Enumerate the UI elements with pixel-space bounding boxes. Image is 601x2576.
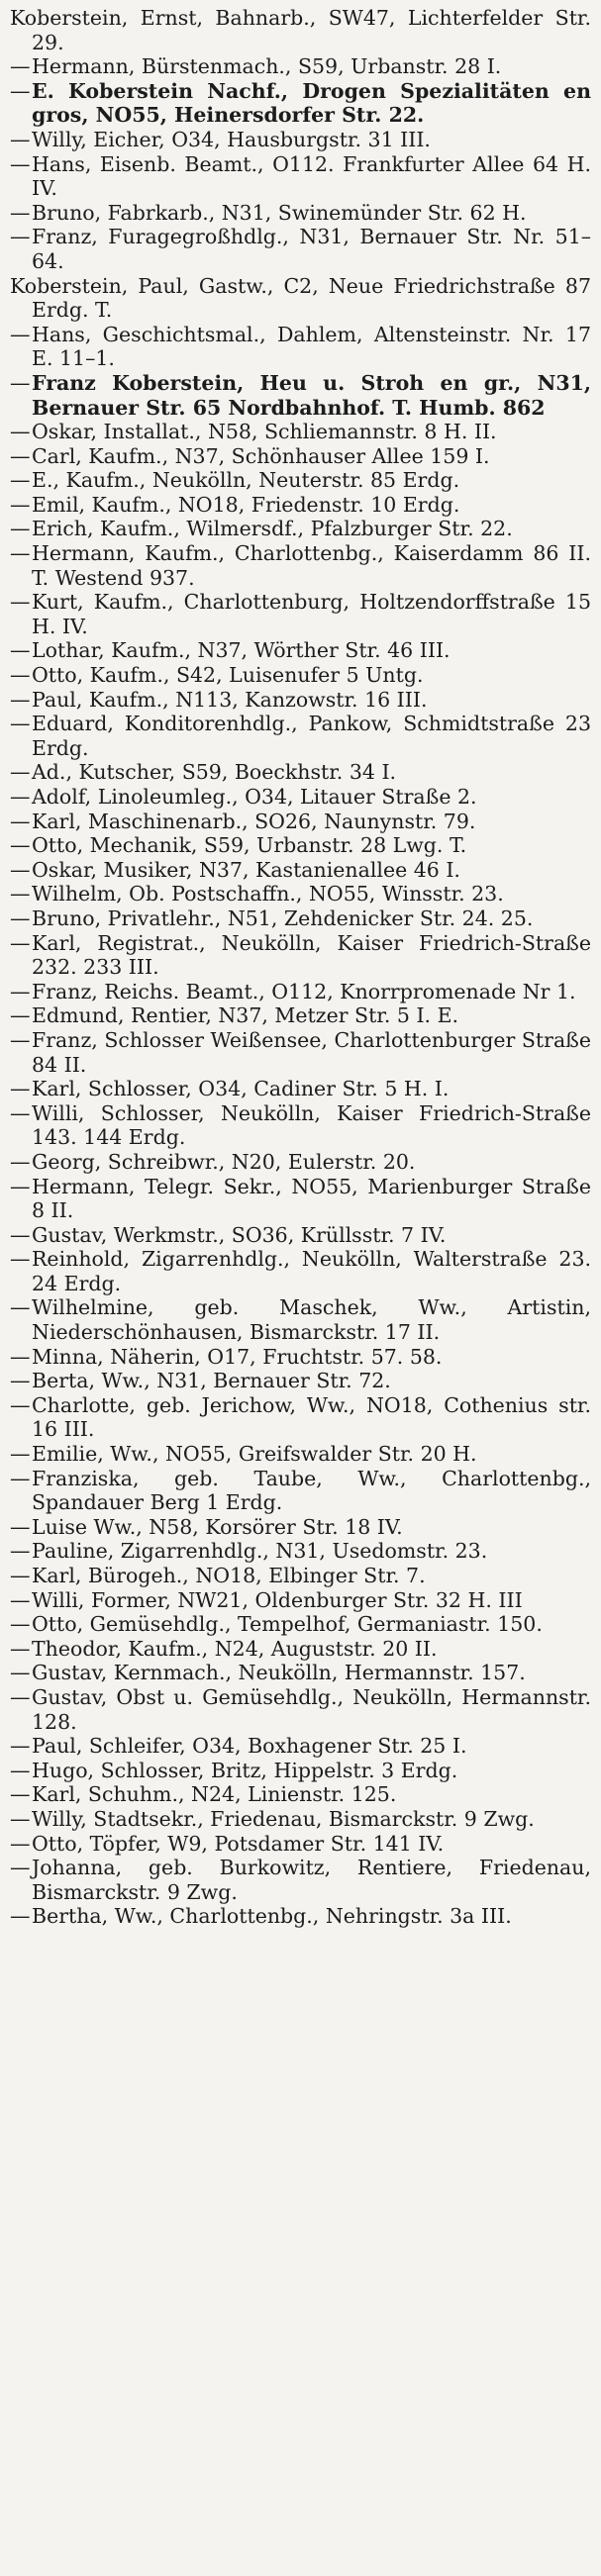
directory-entry <box>10 152 591 201</box>
entry-dash: — <box>10 420 31 444</box>
entry-dash: — <box>10 1612 31 1637</box>
entry-text: Otto, Töpfer, W9, Potsdamer Str. 141 IV. <box>32 1831 445 1856</box>
entry-text: Emilie, Ww., NO55, Greifswalder Str. 20 H. <box>32 1442 477 1467</box>
directory-entry <box>10 79 591 128</box>
entry-text: Koberstein, Paul, Gastw., C2, Neue Friedrichstraße 87 Erdg. T. <box>10 273 591 323</box>
entry-text: Carl, Kaufm., N37, Schönhauser Allee 159 I. <box>32 443 490 468</box>
entry-text: Karl, Schuhm., N24, Linienstr. 125. <box>32 1782 397 1807</box>
entry-dash: — <box>10 906 31 930</box>
directory-entry <box>10 1588 591 1613</box>
entry-text: Wilhelm, Ob. Postschaffn., NO55, Winsstr. 23. <box>32 882 504 906</box>
entry-dash: — <box>10 1734 31 1759</box>
entry-text: Hermann, Bürstenmach., S59, Urbanstr. 28 I. <box>32 54 502 79</box>
directory-entry <box>10 1685 591 1734</box>
entry-dash: — <box>10 833 31 858</box>
entry-text: Bruno, Privatlehr., N51, Zehdenicker Str. 24. 25. <box>32 906 534 930</box>
directory-entry <box>10 810 591 834</box>
directory-entry <box>10 420 591 444</box>
entry-dash: — <box>10 1222 31 1247</box>
entry-dash: — <box>10 1831 31 1856</box>
directory-entry <box>10 785 591 810</box>
directory-entry <box>10 1223 591 1248</box>
directory-entry <box>10 1612 591 1637</box>
directory-entry <box>10 493 591 518</box>
entry-dash: — <box>10 1247 31 1272</box>
entry-text: Gustav, Werkmstr., SO36, Krüllsstr. 7 IV. <box>32 1222 447 1247</box>
entry-dash: — <box>10 151 31 176</box>
directory-entry <box>10 1003 591 1028</box>
entry-text: Bruno, Fabrkarb., N31, Swinemünder Str. 62 H. <box>32 200 527 225</box>
directory-entry <box>10 371 591 420</box>
entry-text: Franz Koberstein, Heu u. Stroh en gr., N31, Bernauer Str. 65 Nordbahnhof. T. Humb. 862 <box>32 370 591 420</box>
directory-entry <box>10 225 591 273</box>
directory-entry <box>10 590 591 638</box>
entry-dash: — <box>10 1369 31 1393</box>
entry-text: Gustav, Obst u. Gemüsehdlg., Neukölln, Hermannstr. 128. <box>32 1684 591 1734</box>
entry-text: Hugo, Schlosser, Britz, Hippelstr. 3 Erdg. <box>32 1758 458 1782</box>
entry-dash: — <box>10 1539 31 1564</box>
entry-text: Bertha, Ww., Charlottenbg., Nehringstr. 3a III. <box>32 1904 512 1929</box>
entry-text: Franziska, geb. Taube, Ww., Charlottenbg., Spandauer Berg 1 Erdg. <box>32 1466 591 1515</box>
entry-text: Oskar, Musiker, N37, Kastanienallee 46 I. <box>32 857 460 882</box>
directory-entry <box>10 1856 591 1904</box>
directory-entry <box>10 882 591 906</box>
directory-entry <box>10 6 591 54</box>
entry-text: Georg, Schreibwr., N20, Eulerstr. 20. <box>32 1149 416 1174</box>
entry-dash: — <box>10 638 31 663</box>
entry-text: Karl, Registrat., Neukölln, Kaiser Friedrich-Straße 232. 233 III. <box>32 930 591 980</box>
entry-text: Adolf, Linoleumleg., O34, Litauer Straße 2. <box>32 785 477 809</box>
directory-entry <box>10 1467 591 1515</box>
entry-dash: — <box>10 443 31 468</box>
entry-text: Berta, Ww., N31, Bernauer Str. 72. <box>32 1369 391 1393</box>
entry-dash: — <box>10 1442 31 1467</box>
entry-dash: — <box>10 1149 31 1174</box>
entry-dash: — <box>10 979 31 1003</box>
entry-dash: — <box>10 1758 31 1782</box>
entry-dash: — <box>10 785 31 809</box>
entry-text: Kurt, Kaufm., Charlottenburg, Holtzendorffstraße 15 H. IV. <box>32 590 591 638</box>
entry-text: Pauline, Zigarrenhdlg., N31, Usedomstr. 23. <box>32 1539 488 1564</box>
entry-dash: — <box>10 1661 31 1685</box>
entry-text: Lothar, Kaufm., N37, Wörther Str. 46 III. <box>32 638 451 663</box>
entry-text: Otto, Kaufm., S42, Luisenufer 5 Untg. <box>32 663 424 688</box>
directory-entry <box>10 1393 591 1442</box>
entry-dash: — <box>10 857 31 882</box>
directory-entry <box>10 760 591 785</box>
entry-dash: — <box>10 1174 31 1198</box>
entry-dash: — <box>10 1392 31 1417</box>
entry-text: Franz, Furagegroßhdlg., N31, Bernauer Str. Nr. 51–64. <box>32 225 591 273</box>
entry-text: Karl, Bürogeh., NO18, Elbinger Str. 7. <box>32 1564 426 1587</box>
entry-text: Hermann, Telegr. Sekr., NO55, Marienburger Straße 8 II. <box>32 1174 591 1223</box>
entry-dash: — <box>10 809 31 833</box>
directory-entry <box>10 1539 591 1564</box>
entry-text: Eduard, Konditorenhdlg., Pankow, Schmidtstraße 23 Erdg. <box>32 712 591 760</box>
directory-entry <box>10 712 591 760</box>
directory-entry <box>10 444 591 469</box>
directory-entry <box>10 1515 591 1540</box>
entry-dash: — <box>10 225 31 249</box>
directory-entry <box>10 1175 591 1223</box>
entry-text: Erich, Kaufm., Wilmersdf., Pfalzburger Str. 22. <box>32 517 513 541</box>
entry-text: Johanna, geb. Burkowitz, Rentiere, Friedenau, Bismarckstr. 9 Zwg. <box>32 1856 591 1904</box>
entry-text: Paul, Schleifer, O34, Boxhagener Str. 25 I. <box>32 1734 467 1759</box>
entry-text: Theodor, Kaufm., N24, Auguststr. 20 II. <box>32 1636 438 1661</box>
directory-entry <box>10 906 591 931</box>
entry-text: Paul, Kaufm., N113, Kanzowstr. 16 III. <box>32 687 428 712</box>
directory-entry <box>10 1247 591 1295</box>
entry-text: Hans, Geschichtsmal., Dahlem, Altensteinstr. Nr. 17 E. 11–1. <box>32 322 591 371</box>
entry-text: Emil, Kaufm., NO18, Friedenstr. 10 Erdg. <box>32 492 460 517</box>
entry-text: Willy, Eicher, O34, Hausburgstr. 31 III. <box>32 127 431 151</box>
directory-entry <box>10 1345 591 1370</box>
entry-text: Minna, Näherin, O17, Fruchtstr. 57. 58. <box>32 1344 443 1369</box>
entry-dash: — <box>10 370 31 395</box>
directory-entry <box>10 688 591 713</box>
entry-text: Koberstein, Ernst, Bahnarb., SW47, Lichterfelder Str. 29. <box>10 6 591 54</box>
directory-entry <box>10 833 591 858</box>
directory-entry <box>10 517 591 541</box>
entry-dash: — <box>10 127 31 151</box>
entry-dash: — <box>10 760 31 785</box>
directory-entry <box>10 1904 591 1929</box>
entry-dash: — <box>10 468 31 493</box>
entry-text: Luise Ww., N58, Korsörer Str. 18 IV. <box>32 1514 403 1539</box>
entry-dash: — <box>10 1295 31 1320</box>
directory-entry <box>10 541 591 590</box>
directory-entry <box>10 1734 591 1759</box>
directory-entry <box>10 980 591 1004</box>
directory-entry <box>10 931 591 980</box>
entry-dash: — <box>10 712 31 736</box>
directory-entry <box>10 1782 591 1807</box>
entry-dash: — <box>10 517 31 541</box>
directory-entry <box>10 1028 591 1077</box>
entry-dash: — <box>10 930 31 955</box>
entry-dash: — <box>10 1466 31 1490</box>
entry-dash: — <box>10 78 31 103</box>
entry-text: Franz, Reichs. Beamt., O112, Knorrpromenade Nr 1. <box>32 979 576 1003</box>
directory-entry <box>10 201 591 226</box>
entry-text: Ad., Kutscher, S59, Boeckhstr. 34 I. <box>32 760 397 785</box>
entry-text: Franz, Schlosser Weißensee, Charlottenburger Straße 84 II. <box>32 1027 591 1077</box>
entry-dash: — <box>10 1782 31 1807</box>
entry-text: Karl, Maschinenarb., SO26, Naunynstr. 79. <box>32 809 476 833</box>
entry-dash: — <box>10 1636 31 1661</box>
entry-dash: — <box>10 1003 31 1028</box>
entry-text: Reinhold, Zigarrenhdlg., Neukölln, Walterstraße 23. 24 Erdg. <box>32 1247 591 1295</box>
entry-text: E. Koberstein Nachf., Drogen Spezialitäten en gros, NO55, Heinersdorfer Str. 22. <box>32 78 591 128</box>
entry-dash: — <box>10 687 31 712</box>
directory-entry <box>10 323 591 371</box>
entry-dash: — <box>10 492 31 517</box>
directory-entry <box>10 638 591 663</box>
entry-text: Hermann, Kaufm., Charlottenbg., Kaiserdamm 86 II. T. Westend 937. <box>32 541 591 590</box>
entry-dash: — <box>10 1027 31 1052</box>
entry-dash: — <box>10 200 31 225</box>
entry-dash: — <box>10 1564 31 1587</box>
directory-entry <box>10 274 591 323</box>
directory-entry <box>10 468 591 493</box>
directory-entry <box>10 1759 591 1783</box>
entry-text: Otto, Mechanik, S59, Urbanstr. 28 Lwg. T. <box>32 833 467 858</box>
entry-text: Gustav, Kernmach., Neukölln, Hermannstr. 157. <box>32 1661 526 1685</box>
entry-dash: — <box>10 322 31 346</box>
entry-dash: — <box>10 1904 31 1929</box>
entry-dash: — <box>10 1514 31 1539</box>
directory-entry <box>10 1295 591 1344</box>
directory-entry <box>10 1077 591 1101</box>
entry-dash: — <box>10 882 31 906</box>
directory-entry <box>10 1150 591 1175</box>
entry-text: E., Kaufm., Neukölln, Neuterstr. 85 Erdg. <box>32 468 460 493</box>
directory-entry <box>10 1832 591 1857</box>
entry-dash: — <box>10 1856 31 1880</box>
entry-dash: — <box>10 541 31 566</box>
entry-text: Otto, Gemüsehdlg., Tempelhof, Germaniastr. 150. <box>32 1612 543 1637</box>
entry-text: Hans, Eisenb. Beamt., O112. Frankfurter Allee 64 H. IV. <box>32 151 591 201</box>
entry-text: Willy, Stadtsekr., Friedenau, Bismarckstr. 9 Zwg. <box>32 1806 535 1831</box>
directory-entry <box>10 663 591 688</box>
directory-entry <box>10 1369 591 1393</box>
entry-text: Karl, Schlosser, O34, Cadiner Str. 5 H. I. <box>32 1077 450 1101</box>
directory-entry <box>10 1637 591 1662</box>
entry-dash: — <box>10 54 31 79</box>
entry-dash: — <box>10 590 31 615</box>
entry-dash: — <box>10 663 31 688</box>
entry-dash: — <box>10 1684 31 1709</box>
directory-entry <box>10 1807 591 1832</box>
directory-entry <box>10 1442 591 1467</box>
entry-dash: — <box>10 1344 31 1369</box>
entry-text: Edmund, Rentier, N37, Metzer Str. 5 I. E. <box>32 1003 459 1028</box>
entry-text: Oskar, Installat., N58, Schliemannstr. 8 H. II. <box>32 420 497 444</box>
directory-entry <box>10 54 591 79</box>
entry-text: Willi, Former, NW21, Oldenburger Str. 32 H. III <box>32 1587 523 1612</box>
entry-text: Willi, Schlosser, Neukölln, Kaiser Friedrich-Straße 143. 144 Erdg. <box>32 1100 591 1150</box>
directory-entry <box>10 858 591 883</box>
entry-dash: — <box>10 1806 31 1831</box>
directory-entry <box>10 128 591 152</box>
entry-text: Wilhelmine, geb. Maschek, Ww., Artistin, Niederschönhausen, Bismarckstr. 17 II. <box>32 1295 591 1345</box>
directory-entry <box>10 1101 591 1150</box>
directory-entry <box>10 1564 591 1588</box>
entry-dash: — <box>10 1077 31 1101</box>
entry-dash: — <box>10 1100 31 1125</box>
directory-entry <box>10 1661 591 1685</box>
entry-text: Charlotte, geb. Jerichow, Ww., NO18, Cothenius str. 16 III. <box>32 1392 591 1442</box>
entry-dash: — <box>10 1587 31 1612</box>
